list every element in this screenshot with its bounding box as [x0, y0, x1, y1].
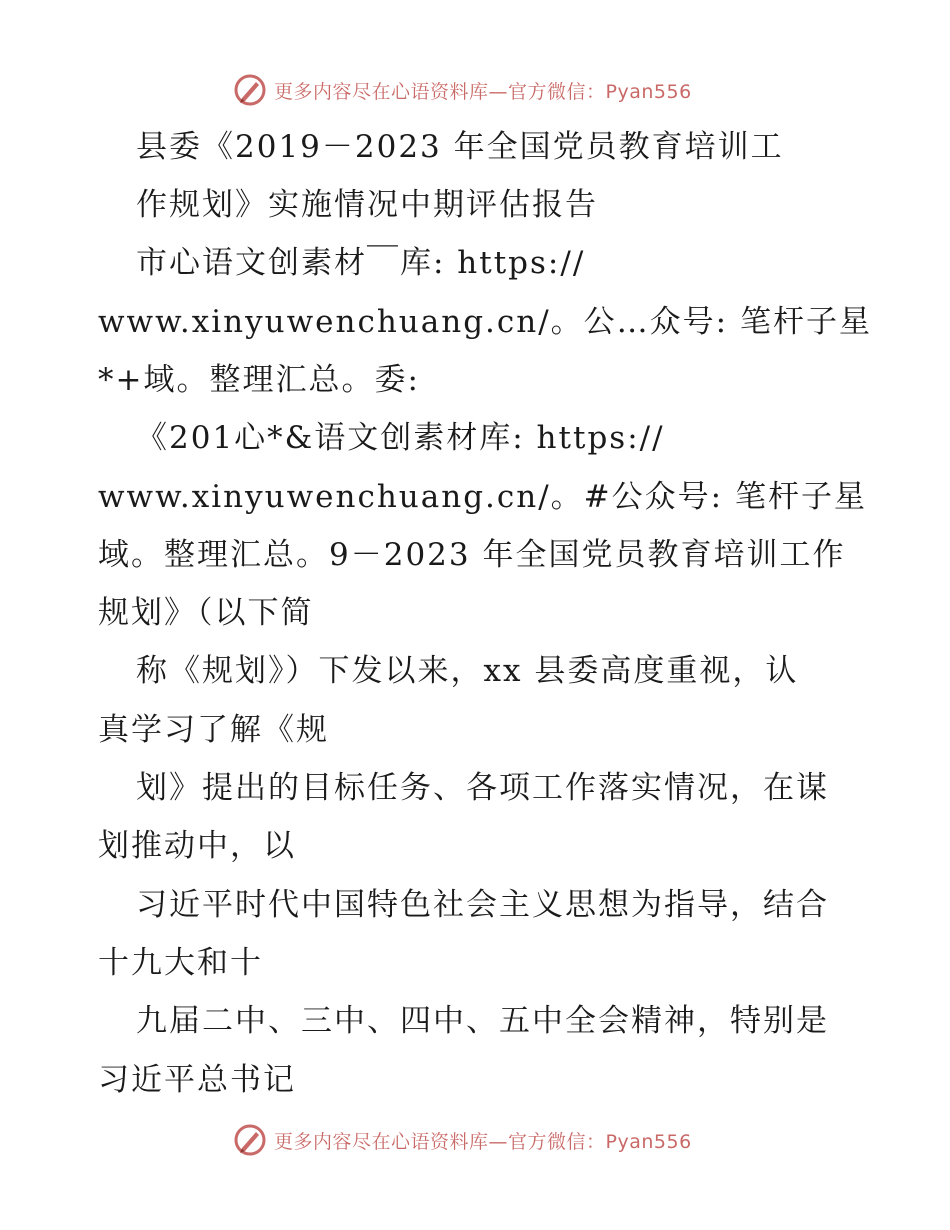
- logo-pen-icon: [232, 1122, 268, 1158]
- doc-line-16: 九届二中、三中、四中、五中全会精神，特别是: [136, 1003, 829, 1039]
- watermark-text: 更多内容尽在心语资料库—官方微信：Pyan556: [274, 1130, 692, 1153]
- watermark-banner-top: [232, 72, 692, 108]
- doc-line-8: 域。整理汇总。9－2023 年全国党员教育培训工作: [98, 537, 846, 573]
- doc-line-9: 规划》（以下简: [98, 595, 314, 631]
- doc-line-15: 十九大和十: [98, 945, 263, 981]
- doc-line-14: 习近平时代中国特色社会主义思想为指导，结合: [136, 887, 829, 923]
- watermark-text: 更多内容尽在心语资料库—官方微信：Pyan556: [274, 80, 692, 103]
- doc-line-1: 县委《2019－2023 年全国党员教育培训工: [136, 129, 784, 165]
- doc-line-4: www.xinyuwenchuang.cn/。公…众号: 笔杆子星: [98, 304, 872, 340]
- doc-line-11: 真学习了解《规: [98, 712, 329, 748]
- logo-pen-icon: [232, 72, 268, 108]
- doc-line-12: 划》提出的目标任务、各项工作落实情况，在谋: [136, 770, 829, 806]
- doc-line-10: 称《规划》）下发以来，xx 县委高度重视，认: [136, 653, 799, 689]
- doc-line-2: 作规划》实施情况中期评估报告: [136, 187, 598, 223]
- doc-line-7: www.xinyuwenchuang.cn/。#公众号: 笔杆子星: [98, 479, 867, 515]
- doc-line-3: 市心语文创素材￣库: https://: [136, 245, 586, 281]
- doc-line-6: 《201心*&语文创素材库: https://: [136, 420, 665, 456]
- doc-line-17: 习近平总书记: [98, 1062, 296, 1098]
- watermark-banner-bottom: [232, 1122, 692, 1158]
- doc-line-13: 划推动中，以: [98, 828, 296, 864]
- doc-line-5: *+域。整理汇总。委:: [98, 362, 420, 398]
